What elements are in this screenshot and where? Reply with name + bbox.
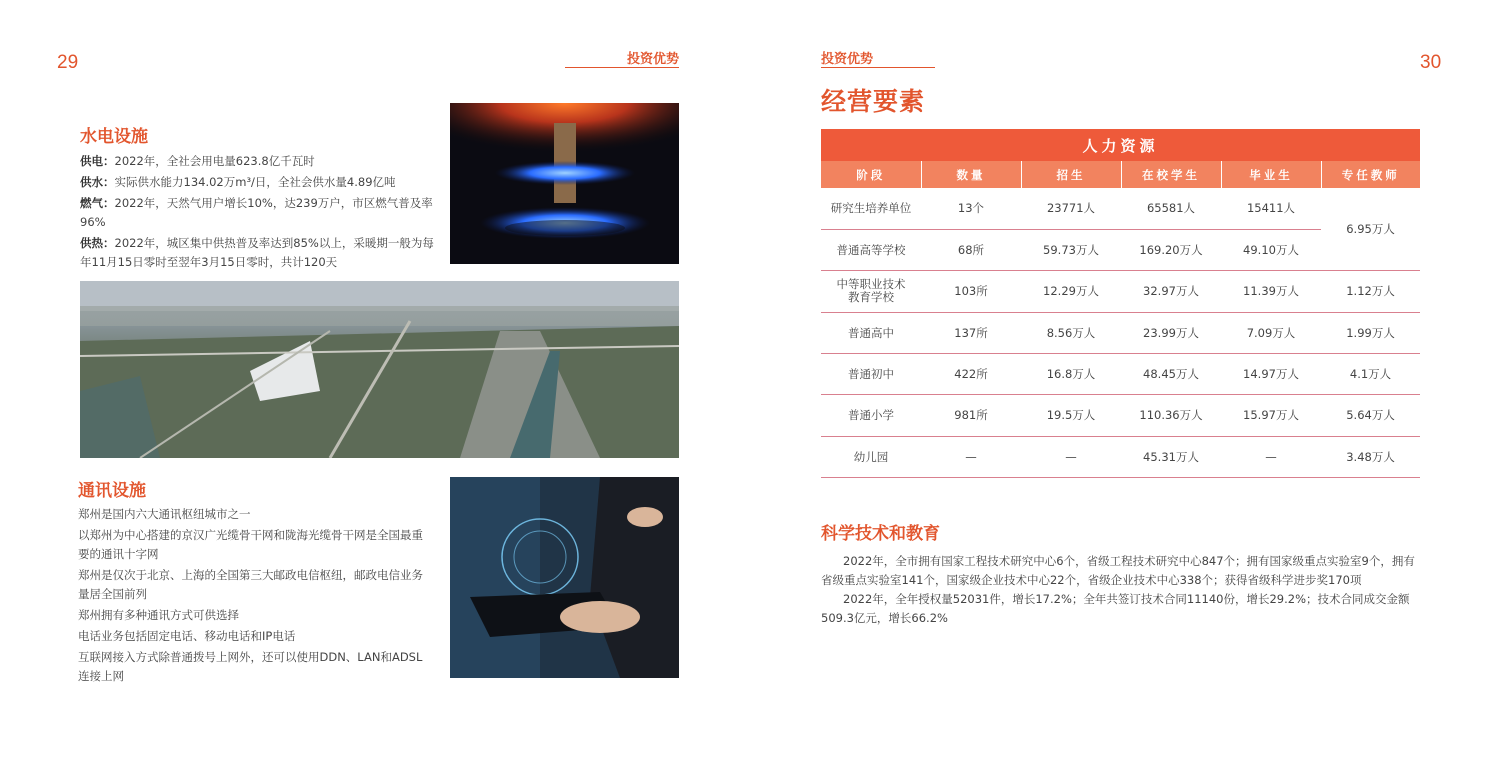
section-tag-underline-left (565, 67, 679, 68)
utility-text: 2022年，城区集中供热普及率达到85%以上，采暖期一般为每年11月15日零时至翌年3月15日零时，共计120天 (80, 236, 434, 269)
science-paragraph: 2022年，全市拥有国家工程技术研究中心6个，省级工程技术研究中心847个；拥有国家级重点实验室9个，拥有省级重点实验室141个，国家级企业技术中心22个，省级企业技术中心338个；获得省级科学进步奖170项 (821, 554, 1415, 587)
column-header: 专任教师 (1321, 161, 1420, 188)
table-cell: 110.36万人 (1121, 394, 1221, 436)
table-cell: 68所 (921, 229, 1021, 270)
table-cell: 59.73万人 (1021, 229, 1121, 270)
telecom-heading: 通讯设施 (78, 481, 146, 501)
table-cell: 48.45万人 (1121, 353, 1221, 394)
table-cell: 13个 (921, 188, 1021, 229)
column-header: 毕业生 (1221, 161, 1321, 188)
table-cell (821, 270, 921, 312)
table-cell: 11.39万人 (1221, 270, 1321, 312)
table-cell: 422所 (921, 353, 1021, 394)
aerial-city-photo (80, 281, 679, 458)
science-paragraph: 2022年，全年授权量52031件，增长17.2%；全年共签订技术合同11140份，增长29.2%；技术合同成交金额509.3亿元，增长66.2% (821, 592, 1410, 625)
column-header: 在校学生 (1121, 161, 1221, 188)
utilities-heading: 水电设施 (80, 127, 148, 147)
table-cell: 137所 (921, 312, 1021, 353)
telecom-item: 郑州拥有多种通讯方式可供选择 (78, 608, 239, 622)
table-cell: 45.31万人 (1121, 436, 1221, 477)
table-cell-text: 中等职业技术教育学校 (836, 277, 906, 304)
table-cell: 14.97万人 (1221, 353, 1321, 394)
table-cell: 15.97万人 (1221, 394, 1321, 436)
gas-flame-photo (450, 103, 679, 264)
table-cell: 49.10万人 (1221, 229, 1321, 270)
table-row (821, 394, 1420, 436)
utility-text: 2022年，全社会用电量623.8亿千瓦时 (114, 154, 315, 168)
tablet-tech-photo (450, 477, 679, 678)
table-cell: 8.56万人 (1021, 312, 1121, 353)
section-tag-right: 投资优势 (821, 52, 874, 67)
telecom-item: 电话业务包括固定电话、移动电话和IP电话 (78, 629, 296, 643)
table-cell: 12.29万人 (1021, 270, 1121, 312)
table-cell: — (921, 436, 1021, 477)
utility-text: 2022年，天然气用户增长10%，达239万户，市区燃气普及率96% (80, 196, 433, 229)
table-row (821, 312, 1420, 353)
table-row (821, 436, 1420, 477)
section-tag-underline-right (821, 67, 935, 68)
section-tag-left: 投资优势 (627, 52, 680, 67)
utility-item-gas (80, 194, 435, 232)
utility-label: 供热： (80, 236, 115, 250)
column-header: 阶段 (821, 161, 921, 188)
table-cell: 研究生培养单位 (821, 188, 921, 229)
utility-label: 供水： (80, 175, 115, 189)
table-title-row (821, 129, 1420, 161)
table-row (821, 188, 1420, 229)
telecom-list (78, 505, 433, 688)
table-cell: 23.99万人 (1121, 312, 1221, 353)
table-cell: 幼儿园 (821, 436, 921, 477)
utility-item-water (80, 173, 435, 192)
table-cell: 普通小学 (821, 394, 921, 436)
table-cell: 3.48万人 (1321, 436, 1420, 477)
science-heading: 科学技术和教育 (821, 524, 940, 544)
table-cell-merged-teachers: 6.95万人 (1321, 188, 1420, 270)
table-cell: 19.5万人 (1021, 394, 1121, 436)
table-row (821, 353, 1420, 394)
human-resources-table-wrapper (821, 129, 1420, 478)
science-text (821, 552, 1420, 628)
table-cell: 4.1万人 (1321, 353, 1420, 394)
telecom-item: 郑州是仅次于北京、上海的全国第三大邮政电信枢纽，邮政电信业务量居全国前列 (78, 568, 423, 601)
table-header-row (821, 161, 1420, 188)
table-cell: — (1221, 436, 1321, 477)
table-cell: 普通高中 (821, 312, 921, 353)
column-header: 数量 (921, 161, 1021, 188)
table-cell: 103所 (921, 270, 1021, 312)
table-cell: 16.8万人 (1021, 353, 1121, 394)
page-title: 经营要素 (821, 87, 926, 116)
table-cell: 普通高等学校 (821, 229, 921, 270)
utility-item-power (80, 152, 435, 171)
table-cell: 981所 (921, 394, 1021, 436)
utilities-list (80, 152, 435, 274)
utility-text: 实际供水能力134.02万m³/日，全社会供水量4.89亿吨 (114, 175, 396, 189)
page-number-right: 30 (1420, 52, 1442, 73)
table-cell: 65581人 (1121, 188, 1221, 229)
table-cell: 23771人 (1021, 188, 1121, 229)
column-header: 招生 (1021, 161, 1121, 188)
utility-label: 燃气： (80, 196, 115, 210)
table-cell: 普通初中 (821, 353, 921, 394)
telecom-item: 互联网接入方式除普通拨号上网外，还可以使用DDN、LAN和ADSL连接上网 (78, 650, 423, 683)
human-resources-table (821, 129, 1420, 478)
table-cell: — (1021, 436, 1121, 477)
utility-label: 供电： (80, 154, 115, 168)
table-cell: 15411人 (1221, 188, 1321, 229)
table-cell: 1.12万人 (1321, 270, 1420, 312)
page-number-left: 29 (57, 52, 79, 73)
table-cell: 5.64万人 (1321, 394, 1420, 436)
table-title: 人力资源 (821, 129, 1420, 161)
utility-item-heating (80, 234, 435, 272)
table-cell: 32.97万人 (1121, 270, 1221, 312)
telecom-item: 以郑州为中心搭建的京汉广光缆骨干网和陇海光缆骨干网是全国最重要的通讯十字网 (78, 528, 423, 561)
table-cell: 7.09万人 (1221, 312, 1321, 353)
table-cell: 169.20万人 (1121, 229, 1221, 270)
telecom-item: 郑州是国内六大通讯枢纽城市之一 (78, 507, 251, 521)
table-row (821, 270, 1420, 312)
table-cell: 1.99万人 (1321, 312, 1420, 353)
